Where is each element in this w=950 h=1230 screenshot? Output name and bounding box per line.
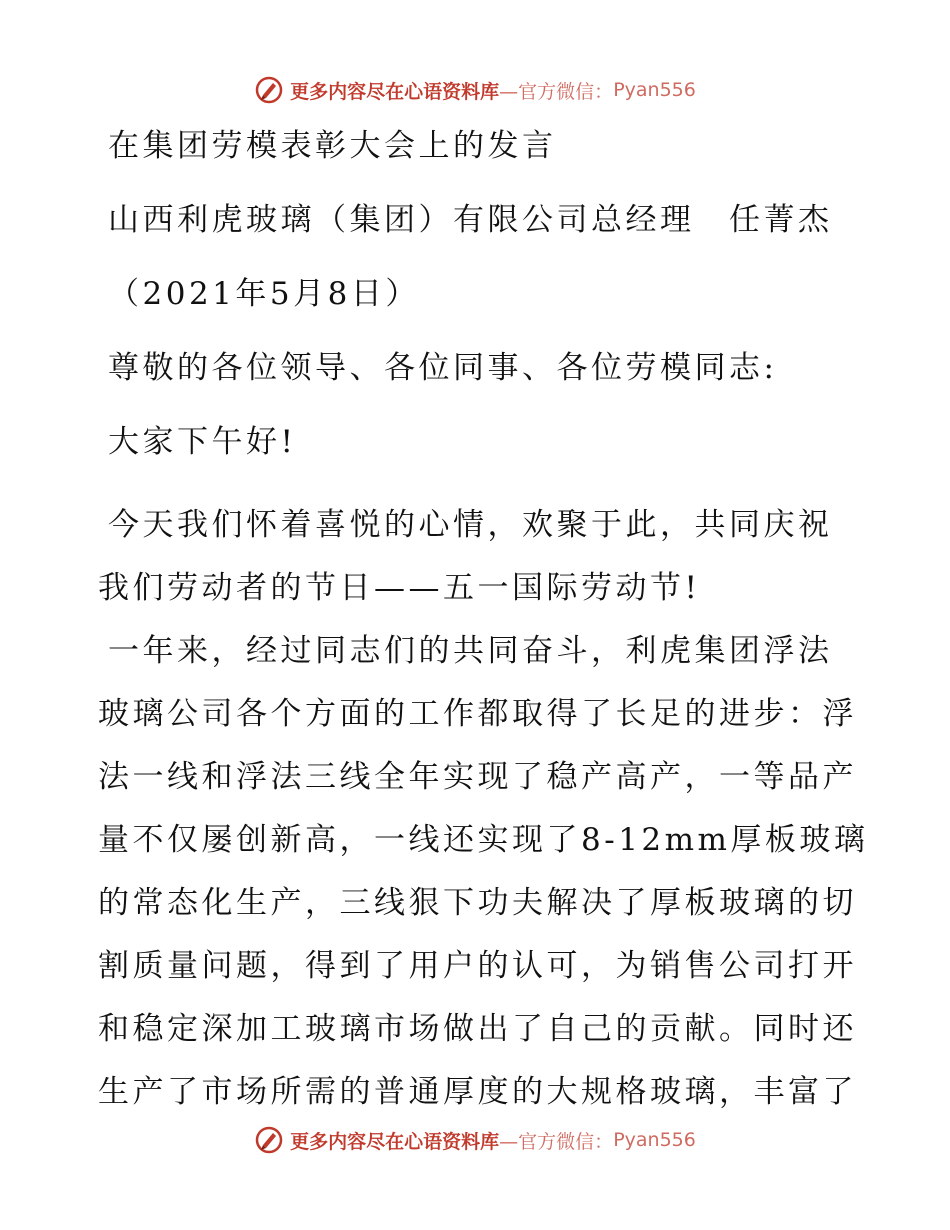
speech-date: （2021年5月8日） (108, 276, 420, 312)
paragraph-2 (98, 620, 869, 1124)
paragraph-1 (98, 494, 858, 620)
document-body (98, 124, 869, 1124)
watermark-separator: —官方微信： (499, 1130, 614, 1153)
paragraph-line: 割质量问题，得到了用户的认可，为销售公司打开 (98, 948, 857, 984)
watermark-wechat-id: Pyan556 (613, 79, 696, 101)
paragraph-line: 生产了市场所需的普通厚度的大规格玻璃，丰富了 (98, 1074, 857, 1110)
paragraph-line: 量不仅屡创新高，一线还实现了8-12mm厚板玻璃 (98, 822, 869, 858)
speech-title: 在集团劳模表彰大会上的发言 (108, 128, 557, 164)
paragraph-line: 法一线和浮法三线全年实现了稳产高产，一等品产 (98, 759, 857, 795)
footer-watermark (0, 1120, 950, 1160)
paragraph-line: 我们劳动者的节日——五一国际劳动节! (98, 570, 701, 606)
spacer (98, 316, 858, 346)
pen-seal-icon (254, 75, 284, 105)
paragraph-line: 的常态化生产，三线狠下功夫解决了厚板玻璃的切 (98, 885, 857, 921)
pen-seal-icon (254, 1125, 284, 1155)
header-watermark (0, 70, 950, 110)
greeting: 大家下午好! (108, 424, 297, 460)
watermark-text: 更多内容尽在心语资料库 (290, 1130, 500, 1153)
watermark-text: 更多内容尽在心语资料库 (290, 80, 500, 103)
spacer (98, 168, 858, 198)
paragraph-line: 和稳定深加工玻璃市场做出了自己的贡献。同时还 (98, 1011, 857, 1047)
spacer (98, 242, 858, 272)
paragraph-line: 今天我们怀着喜悦的心情，欢聚于此，共同庆祝 (108, 507, 833, 543)
watermark-separator: —官方微信： (499, 80, 614, 103)
watermark-wechat-id: Pyan556 (613, 1129, 696, 1151)
spacer (98, 464, 858, 494)
paragraph-line: 一年来，经过同志们的共同奋斗，利虎集团浮法 (108, 633, 833, 669)
author-line: 山西利虎玻璃（集团）有限公司总经理 任菁杰 (108, 202, 833, 238)
paragraph-line: 玻璃公司各个方面的工作都取得了长足的进步：浮 (98, 696, 857, 732)
salutation: 尊敬的各位领导、各位同事、各位劳模同志: (108, 350, 778, 386)
spacer (98, 390, 858, 420)
